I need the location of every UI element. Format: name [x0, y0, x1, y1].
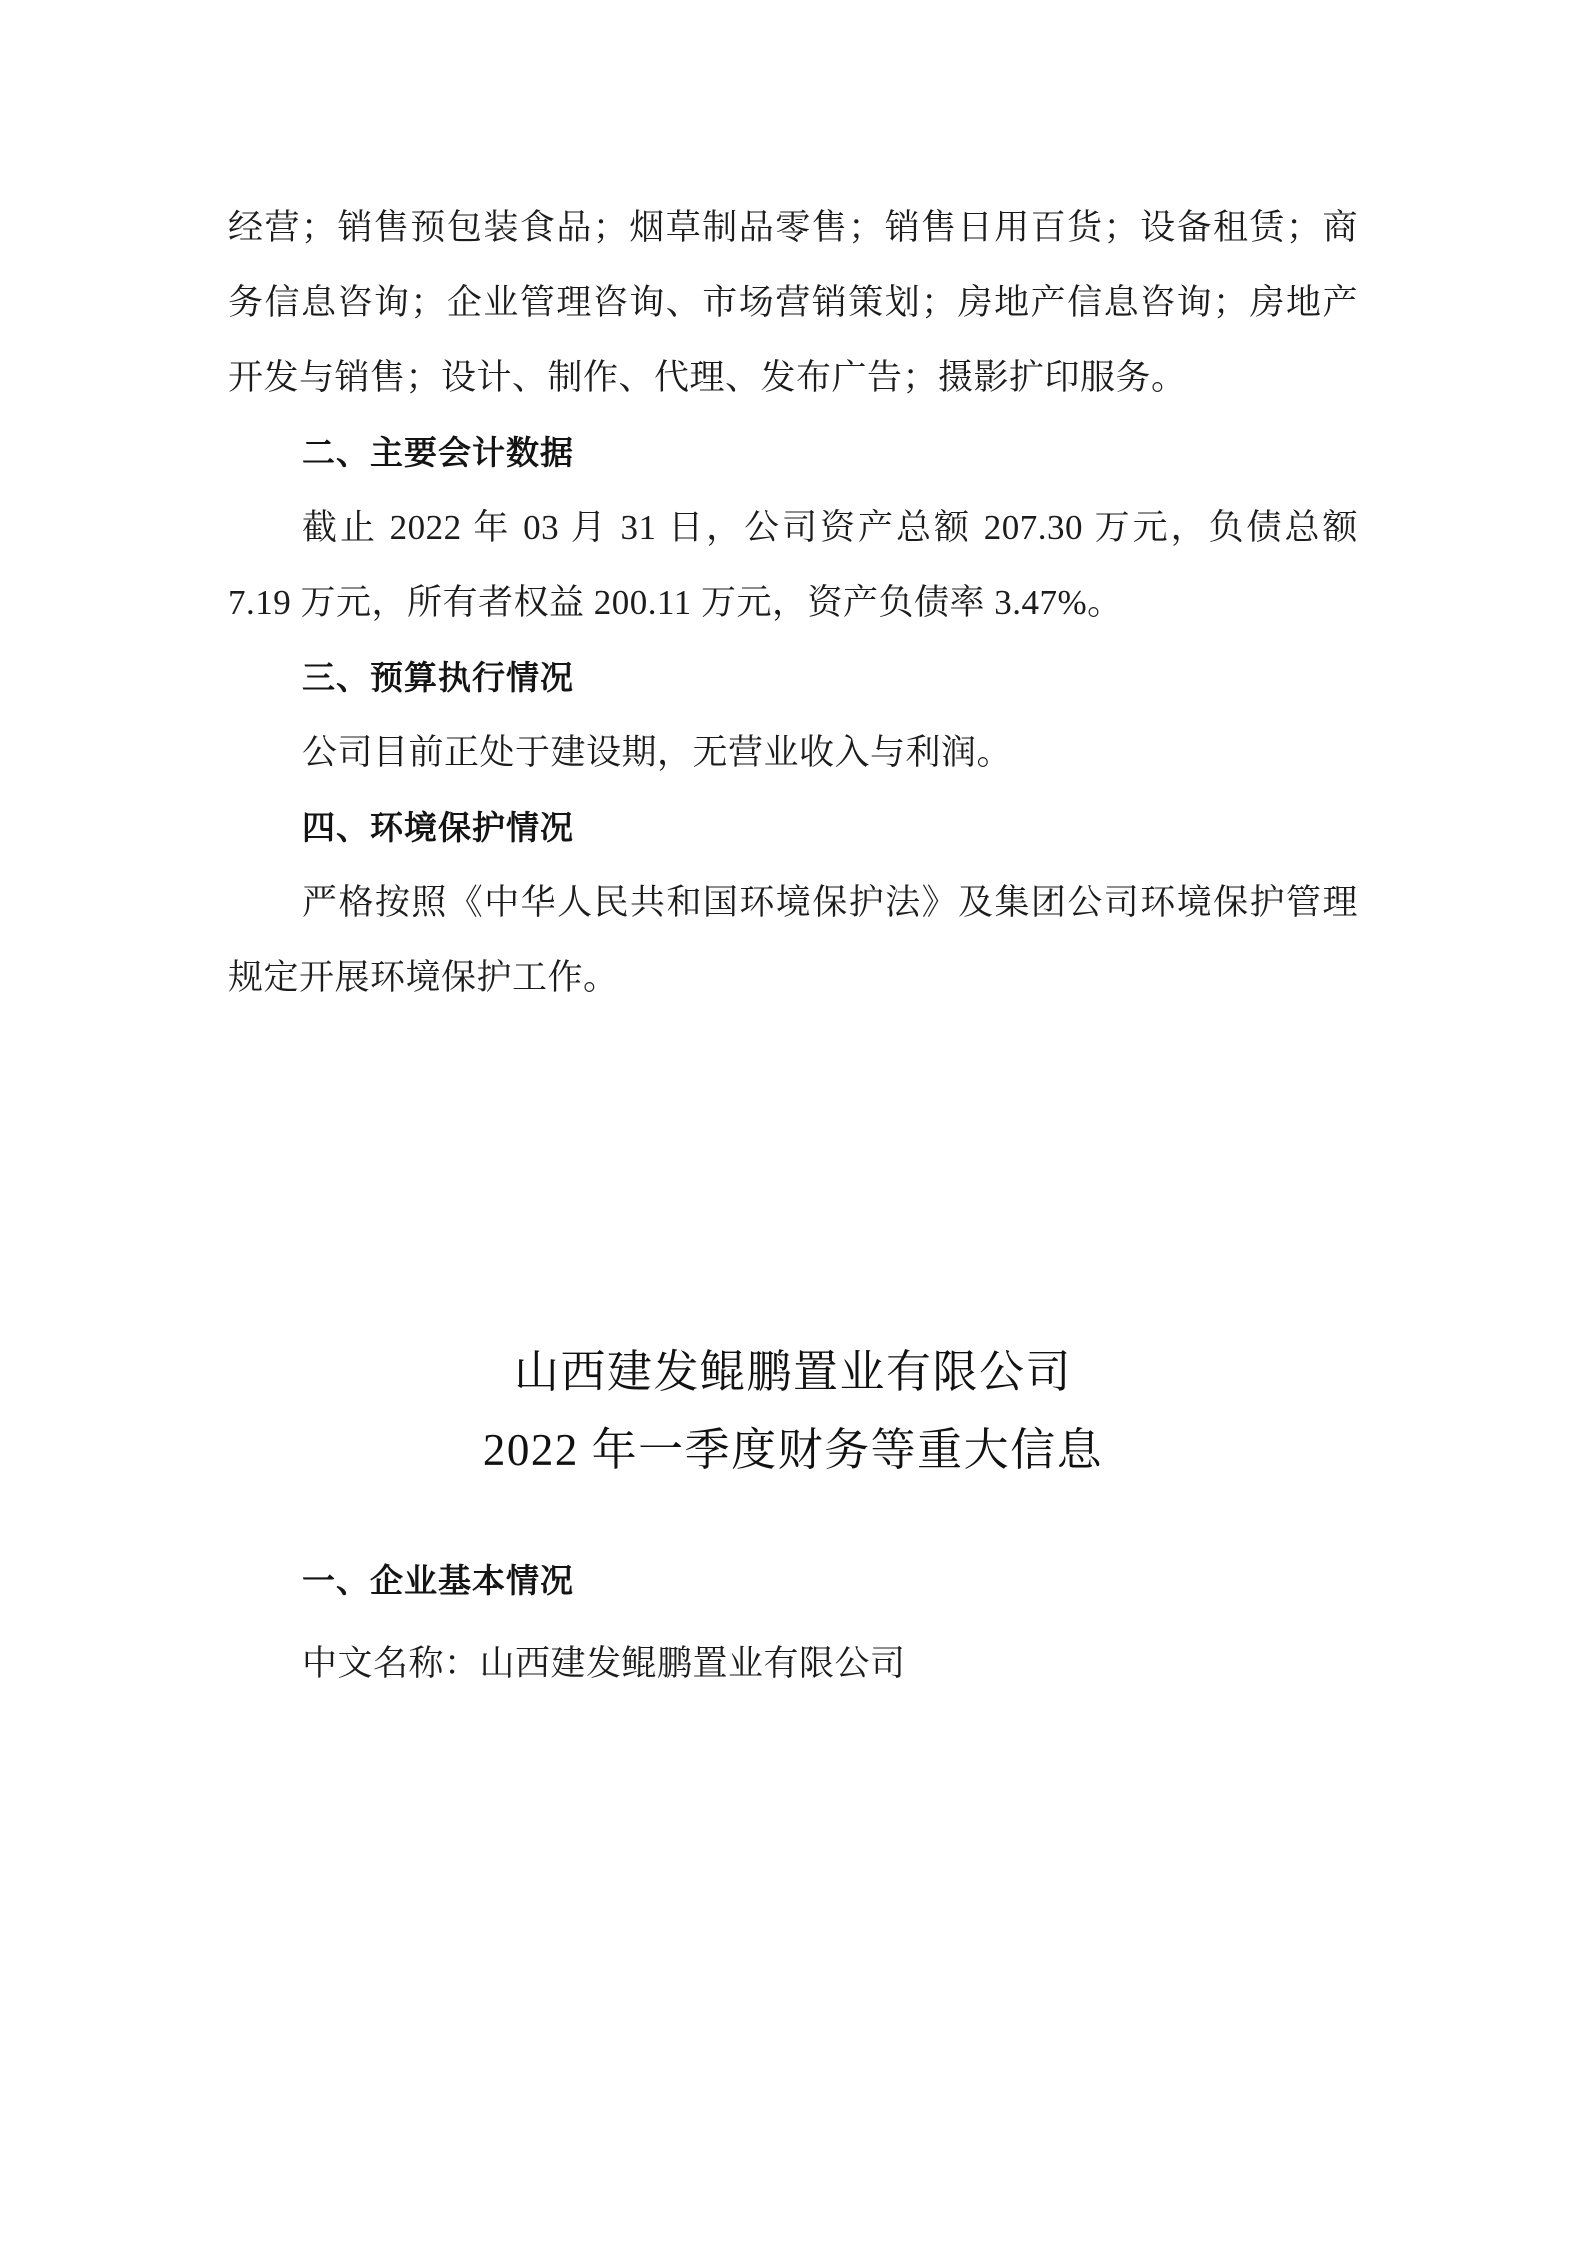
continued-paragraph: 经营；销售预包装食品；烟草制品零售；销售日用百货；设备租赁；商务信息咨询；企业管理咨询、市场营销策划；房地产信息咨询；房地产开发与销售；设计、制作、代理、发布广告；摄影扩印服务。 — [228, 208, 1358, 397]
report-title-line-2: 2022 年一季度财务等重大信息 — [482, 1425, 1104, 1475]
section-divider-space — [228, 1015, 1358, 1333]
section-heading-company-basics: 一、企业基本情况 — [302, 1561, 574, 1600]
section-heading-environmental-protection: 四、环境保护情况 — [302, 808, 574, 847]
title-bottom-space — [228, 1489, 1358, 1543]
heading-gap — [228, 1618, 1358, 1626]
page-content — [228, 190, 1358, 1701]
section-heading-budget-execution: 三、预算执行情况 — [302, 658, 574, 697]
section-body-accounting-data: 截止 2022 年 03 月 31 日，公司资产总额 207.30 万元，负债总额 7.19 万元，所有者权益 200.11 万元，资产负债率 3.47%。 — [228, 508, 1358, 622]
report-title-line-1: 山西建发鲲鹏置业有限公司 — [513, 1347, 1072, 1397]
section-body-company-basics: 中文名称：山西建发鲲鹏置业有限公司 — [302, 1644, 906, 1683]
section-body-budget-execution: 公司目前正处于建设期，无营业收入与利润。 — [302, 733, 1013, 772]
section-body-environmental-protection: 严格按照《中华人民共和国环境保护法》及集团公司环境保护管理规定开展环境保护工作。 — [228, 883, 1358, 997]
section-heading-accounting-data: 二、主要会计数据 — [302, 433, 574, 472]
